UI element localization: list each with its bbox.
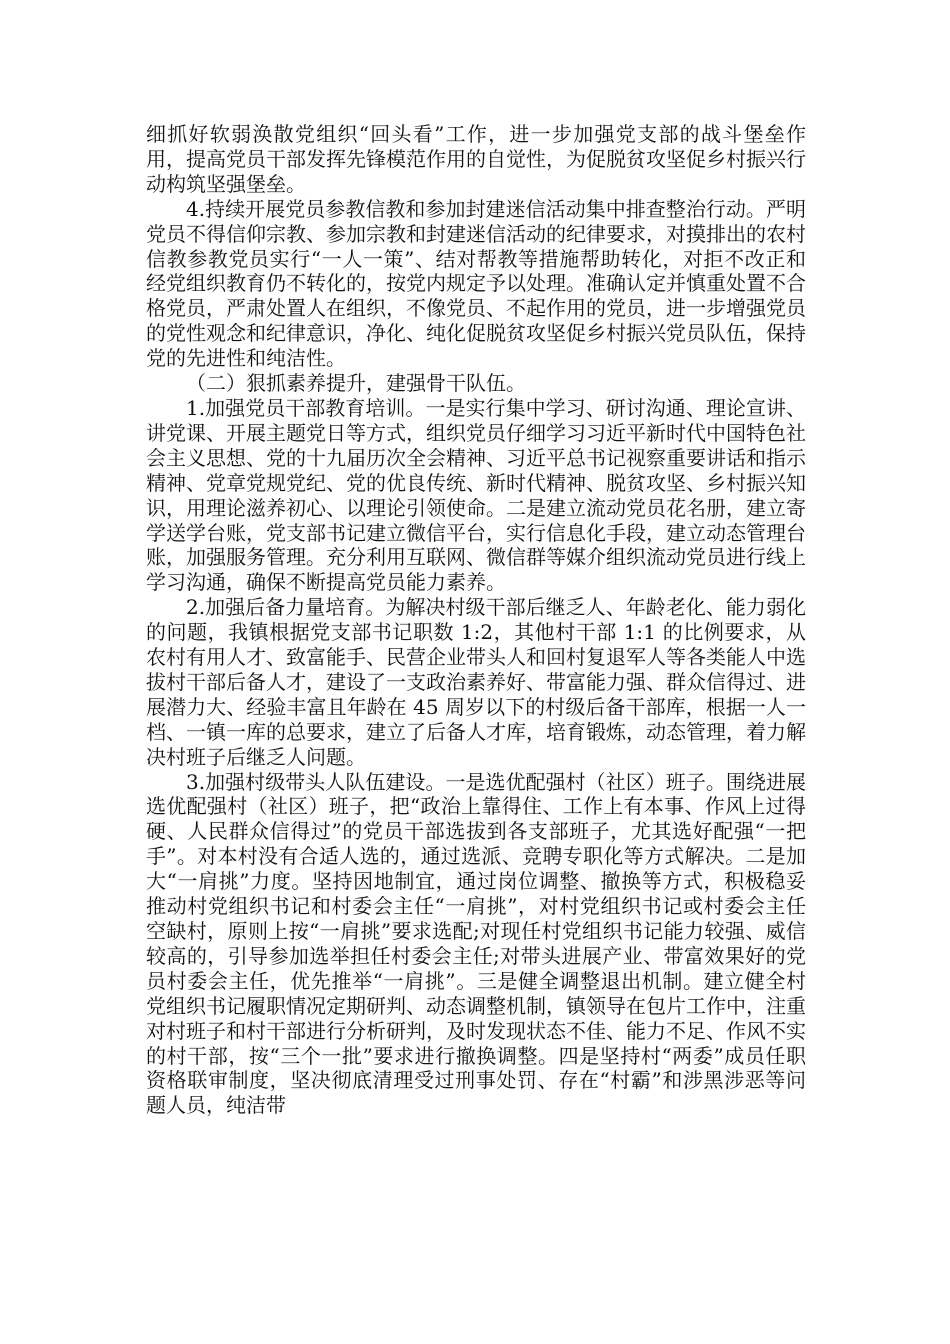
section-heading-2: （二）狠抓素养提升，建强骨干队伍。 <box>186 371 526 396</box>
paragraph-item-2: 2.加强后备力量培育。为解决村级干部后继乏人、年龄老化、能力弱化的问题，我镇根据党支部书记职数 1:2，其他村干部 1:1 的比例要求，从农村有用人才、致富能手、民营企业带头人和回村复退军人等各类能人中选拔村干部后备人才，建设了一支政治素养好、带富能力强、群众信得过、进展潜力大、经验丰富且年龄在 45 周岁以下的村级后备干部库，根据一人一档、一镇一库的总要求，建立了后备人才库，培育锻炼，动态管理，着力解决村班子后继乏人问题。 <box>146 595 806 769</box>
paragraph-item-1: 1.加强党员干部教育培训。一是实行集中学习、研讨沟通、理论宣讲、讲党课、开展主题党日等方式，组织党员仔细学习习近平新时代中国特色社会主义思想、党的十九届历次全会精神、习近平总书记视察重要讲话和指示精神、党章党规党纪、党的优良传统、新时代精神、脱贫攻坚、乡村振兴知识，用理论滋养初心、以理论引领使命。二是建立流动党员花名册，建立寄学送学台账，党支部书记建立微信平台，实行信息化手段，建立动态管理台账，加强服务管理。充分利用互联网、微信群等媒介组织流动党员进行线上学习沟通，确保不断提高党员能力素养。 <box>146 395 806 595</box>
paragraph-item-4: 4.持续开展党员参教信教和参加封建迷信活动集中排查整治行动。严明党员不得信仰宗教、参加宗教和封建迷信活动的纪律要求，对摸排出的农村信教参教党员实行“一人一策”、结对帮教等措施帮助转化，对拒不改正和经党组织教育仍不转化的，按党内规定予以处理。准确认定并慎重处置不合格党员，严肃处置人在组织，不像党员、不起作用的党员，进一步增强党员的党性观念和纪律意识，净化、纯化促脱贫攻坚促乡村振兴党员队伍，保持党的先进性和纯洁性。 <box>146 196 806 371</box>
document-body <box>146 122 806 1118</box>
paragraph-continuation: 细抓好软弱涣散党组织“回头看”工作，进一步加强党支部的战斗堡垒作用，提高党员干部发挥先锋模范作用的自觉性，为促脱贫攻坚促乡村振兴行动构筑坚强堡垒。 <box>146 122 806 196</box>
paragraph-item-3: 3.加强村级带头人队伍建设。一是选优配强村（社区）班子。围绕进展选优配强村（社区）班子，把“政治上靠得住、工作上有本事、作风上过得硬、人民群众信得过”的党员干部选拔到各支部班子，尤其选好配强“一把手”。对本村没有合适人选的，通过选派、竞聘专职化等方式解决。二是加大“一肩挑”力度。坚持因地制宜，通过岗位调整、撤换等方式，积极稳妥推动村党组织书记和村委会主任“一肩挑”，对村党组织书记或村委会主任空缺村，原则上按“一肩挑”要求选配;对现任村党组织书记能力较强、威信较高的，引导参加选举担任村委会主任;对带头进展产业、带富效果好的党员村委会主任，优先推举“一肩挑”。三是健全调整退出机制。建立健全村党组织书记履职情况定期研判、动态调整机制，镇领导在包片工作中，注重对村班子和村干部进行分析研判，及时发现状态不佳、能力不足、作风不实的村干部，按“三个一批”要求进行撤换调整。四是坚持村“两委”成员任职资格联审制度，坚决彻底清理受过刑事处罚、存在“村霸”和涉黑涉恶等问题人员，纯洁带 <box>146 769 806 1118</box>
